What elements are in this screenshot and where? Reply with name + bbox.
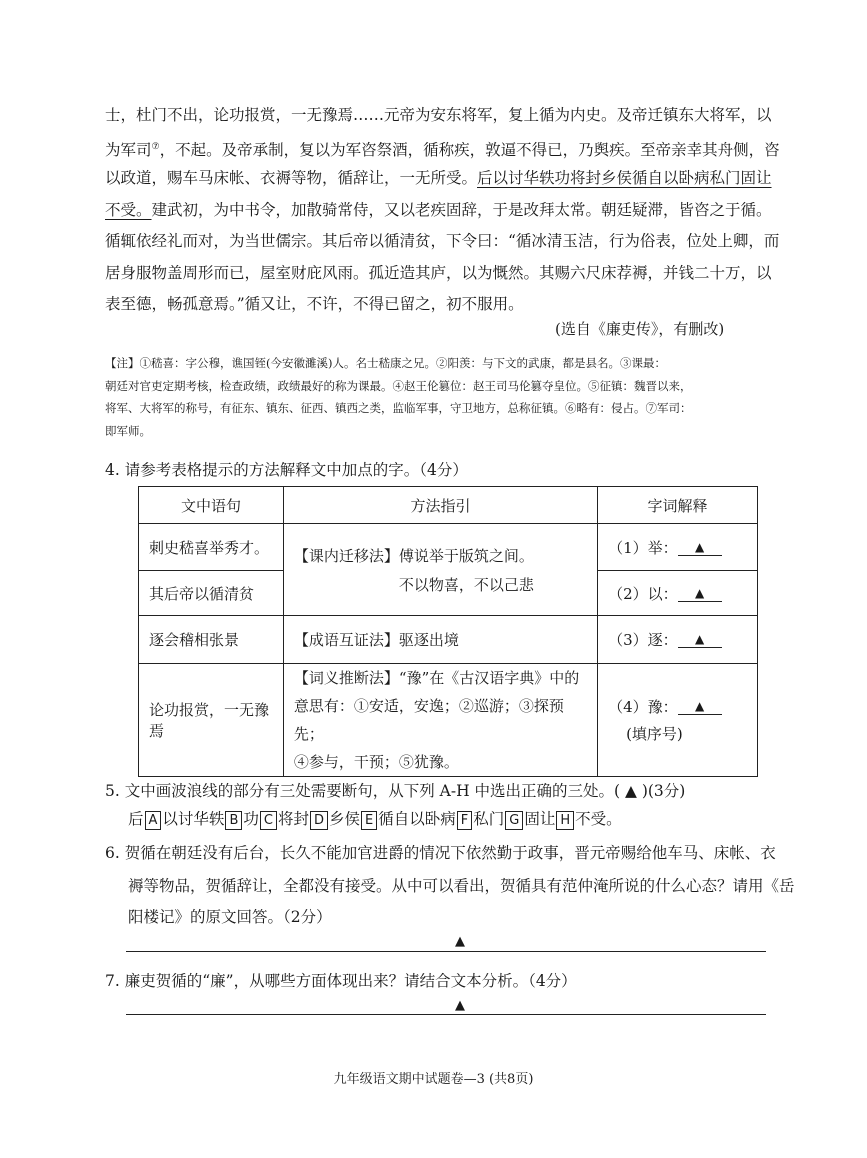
answer-cell[interactable]: （4）豫： ▲ (填序号): [598, 664, 758, 777]
question-5-prompt: 5. 文中画波浪线的部分有三处需要断句，从下列 A-H 中选出正确的三处。( ▲ )(3分): [105, 782, 686, 800]
method-cell: 【成语互证法】驱逐出境: [283, 616, 597, 664]
option-b[interactable]: B: [225, 811, 242, 830]
passage-line: 士，杜门不出，论功报赏，一无豫焉……元帝为安东将军，复上循为内史。及帝迁镇东大将军，以: [105, 106, 772, 124]
option-d[interactable]: D: [310, 811, 328, 830]
method-cell: 【课内迁移法】傅说举于版筑之间。 不以物喜，不以己悲: [283, 524, 597, 616]
answer-line-q6[interactable]: [126, 951, 766, 952]
header-method: 方法指引: [283, 487, 597, 524]
wavy-underlined-text: 不受。: [105, 200, 152, 219]
option-f[interactable]: F: [457, 811, 472, 830]
question-6-line: 6. 贺循在朝廷没有后台，长久不能加官进爵的情况下依然勤于政事，晋元帝赐给他车马、床帐、衣: [105, 844, 776, 862]
passage: [105, 100, 785, 321]
option-e[interactable]: E: [361, 811, 377, 830]
question-6-line: 褥等物品，贺循辞让，全都没有接受。从中可以看出，贺循具有范仲淹所说的什么心态？请用《岳: [128, 877, 795, 895]
answer-blank[interactable]: ▲: [678, 696, 722, 715]
sentence-cell: 其后帝以循清贫: [139, 571, 284, 616]
answer-marker: ▲: [455, 998, 465, 1013]
sentence-cell: 逐会稽相张景: [139, 616, 284, 664]
note-line: 即军师。: [105, 423, 151, 438]
answer-marker: ▲: [455, 934, 465, 949]
wavy-underlined-text: 后以讨华轶功将封乡侯循自以卧病私门固让: [477, 169, 772, 187]
answer-cell[interactable]: （3）逐： ▲: [598, 616, 758, 664]
method-cell: 【词义推断法】“豫”在《古汉语字典》中的 意思有：①安适，安逸；②巡游；③探预先； ④参与，干预；⑤犹豫。: [283, 664, 597, 777]
passage-line: 表至德，畅孤意焉。”循又让，不许，不得已留之，初不服用。: [105, 295, 524, 313]
note-line: 朝廷对官吏定期考核，检查政绩，政绩最好的称为课最。④赵王伦篡位：赵王司马伦篡夺皇位。⑤征镇：魏晋以来，: [105, 378, 692, 393]
answer-blank[interactable]: ▲: [678, 629, 722, 648]
question-5-segments: 后 A 以讨华轶 B 功 C 将封 D 乡侯 E 循自以卧病 F 私门 G 固让 H 不受。: [128, 810, 622, 828]
table-row: [139, 616, 758, 664]
question-6-line: 阳楼记》的原文回答。（2分）: [128, 908, 332, 926]
note-line: 【注】①嵇喜：字公穆，谯国铚(今安徽濉溪)人。名士嵇康之兄。②阳羡：与下文的武康，都是县名。③课最：: [105, 356, 666, 370]
answer-cell[interactable]: （1）举： ▲: [598, 524, 758, 571]
sentence-cell: 论功报赏，一无豫焉: [139, 664, 284, 777]
passage-line: 不受。建武初，为中书令，加散骑常侍，又以老疾固辞，于是改拜太常。朝廷疑滞，皆咨之于循。: [105, 200, 772, 219]
page-footer: 九年级语文期中试题卷—3 (共8页): [333, 1072, 534, 1087]
option-h[interactable]: H: [556, 811, 574, 830]
answer-cell[interactable]: （2）以： ▲: [598, 571, 758, 616]
question-4-prompt: 4. 请参考表格提示的方法解释文中加点的字。（4分）: [105, 461, 468, 479]
passage-line: 循辄依经礼而对，为当世儒宗。其后帝以循清贫，下令曰：“循冰清玉洁，行为俗表，位处上卿，而: [105, 232, 780, 250]
footnote-mark: ⑦: [151, 141, 160, 152]
answer-line-q7[interactable]: [126, 1014, 766, 1015]
answer-blank[interactable]: ▲: [678, 583, 722, 602]
passage-line: 为军司⑦，不起。及帝承制，复以为军咨祭酒，循称疾，敦逼不得已，乃舆疾。至帝亲幸其舟侧，咨: [105, 140, 780, 159]
question-7-prompt: 7. 廉吏贺循的“廉”，从哪些方面体现出来？请结合文本分析。（4分）: [105, 972, 577, 990]
annotations: [105, 352, 785, 442]
table-row: [139, 524, 758, 571]
table-row: [139, 664, 758, 777]
table-header-row: [139, 487, 758, 524]
option-c[interactable]: C: [260, 811, 277, 830]
answer-blank[interactable]: ▲: [678, 537, 722, 556]
source-citation: (选自《廉吏传》，有删改): [555, 320, 725, 338]
header-sentence: 文中语句: [139, 487, 284, 524]
passage-line: 居身服物盖周形而已，屋室财庇风雨。孤近造其庐，以为慨然。其赐六尺床荐褥，并钱二十万，以: [105, 263, 772, 282]
sentence-cell: 刺史嵇喜举秀才。: [139, 524, 284, 571]
note-line: 将军、大将军的称号，有征东、镇东、征西、镇西之类，监临军事，守卫地方，总称征镇。⑥略有：侵占。⑦军司：: [105, 401, 692, 415]
method-table: [138, 486, 758, 777]
passage-line: 以政道，赐车马床帐、衣褥等物，循辞让，一无所受。后以讨华轶功将封乡侯循自以卧病私门固让: [105, 169, 772, 187]
header-explanation: 字词解释: [598, 487, 758, 524]
option-a[interactable]: A: [145, 811, 162, 830]
option-g[interactable]: G: [505, 811, 523, 830]
